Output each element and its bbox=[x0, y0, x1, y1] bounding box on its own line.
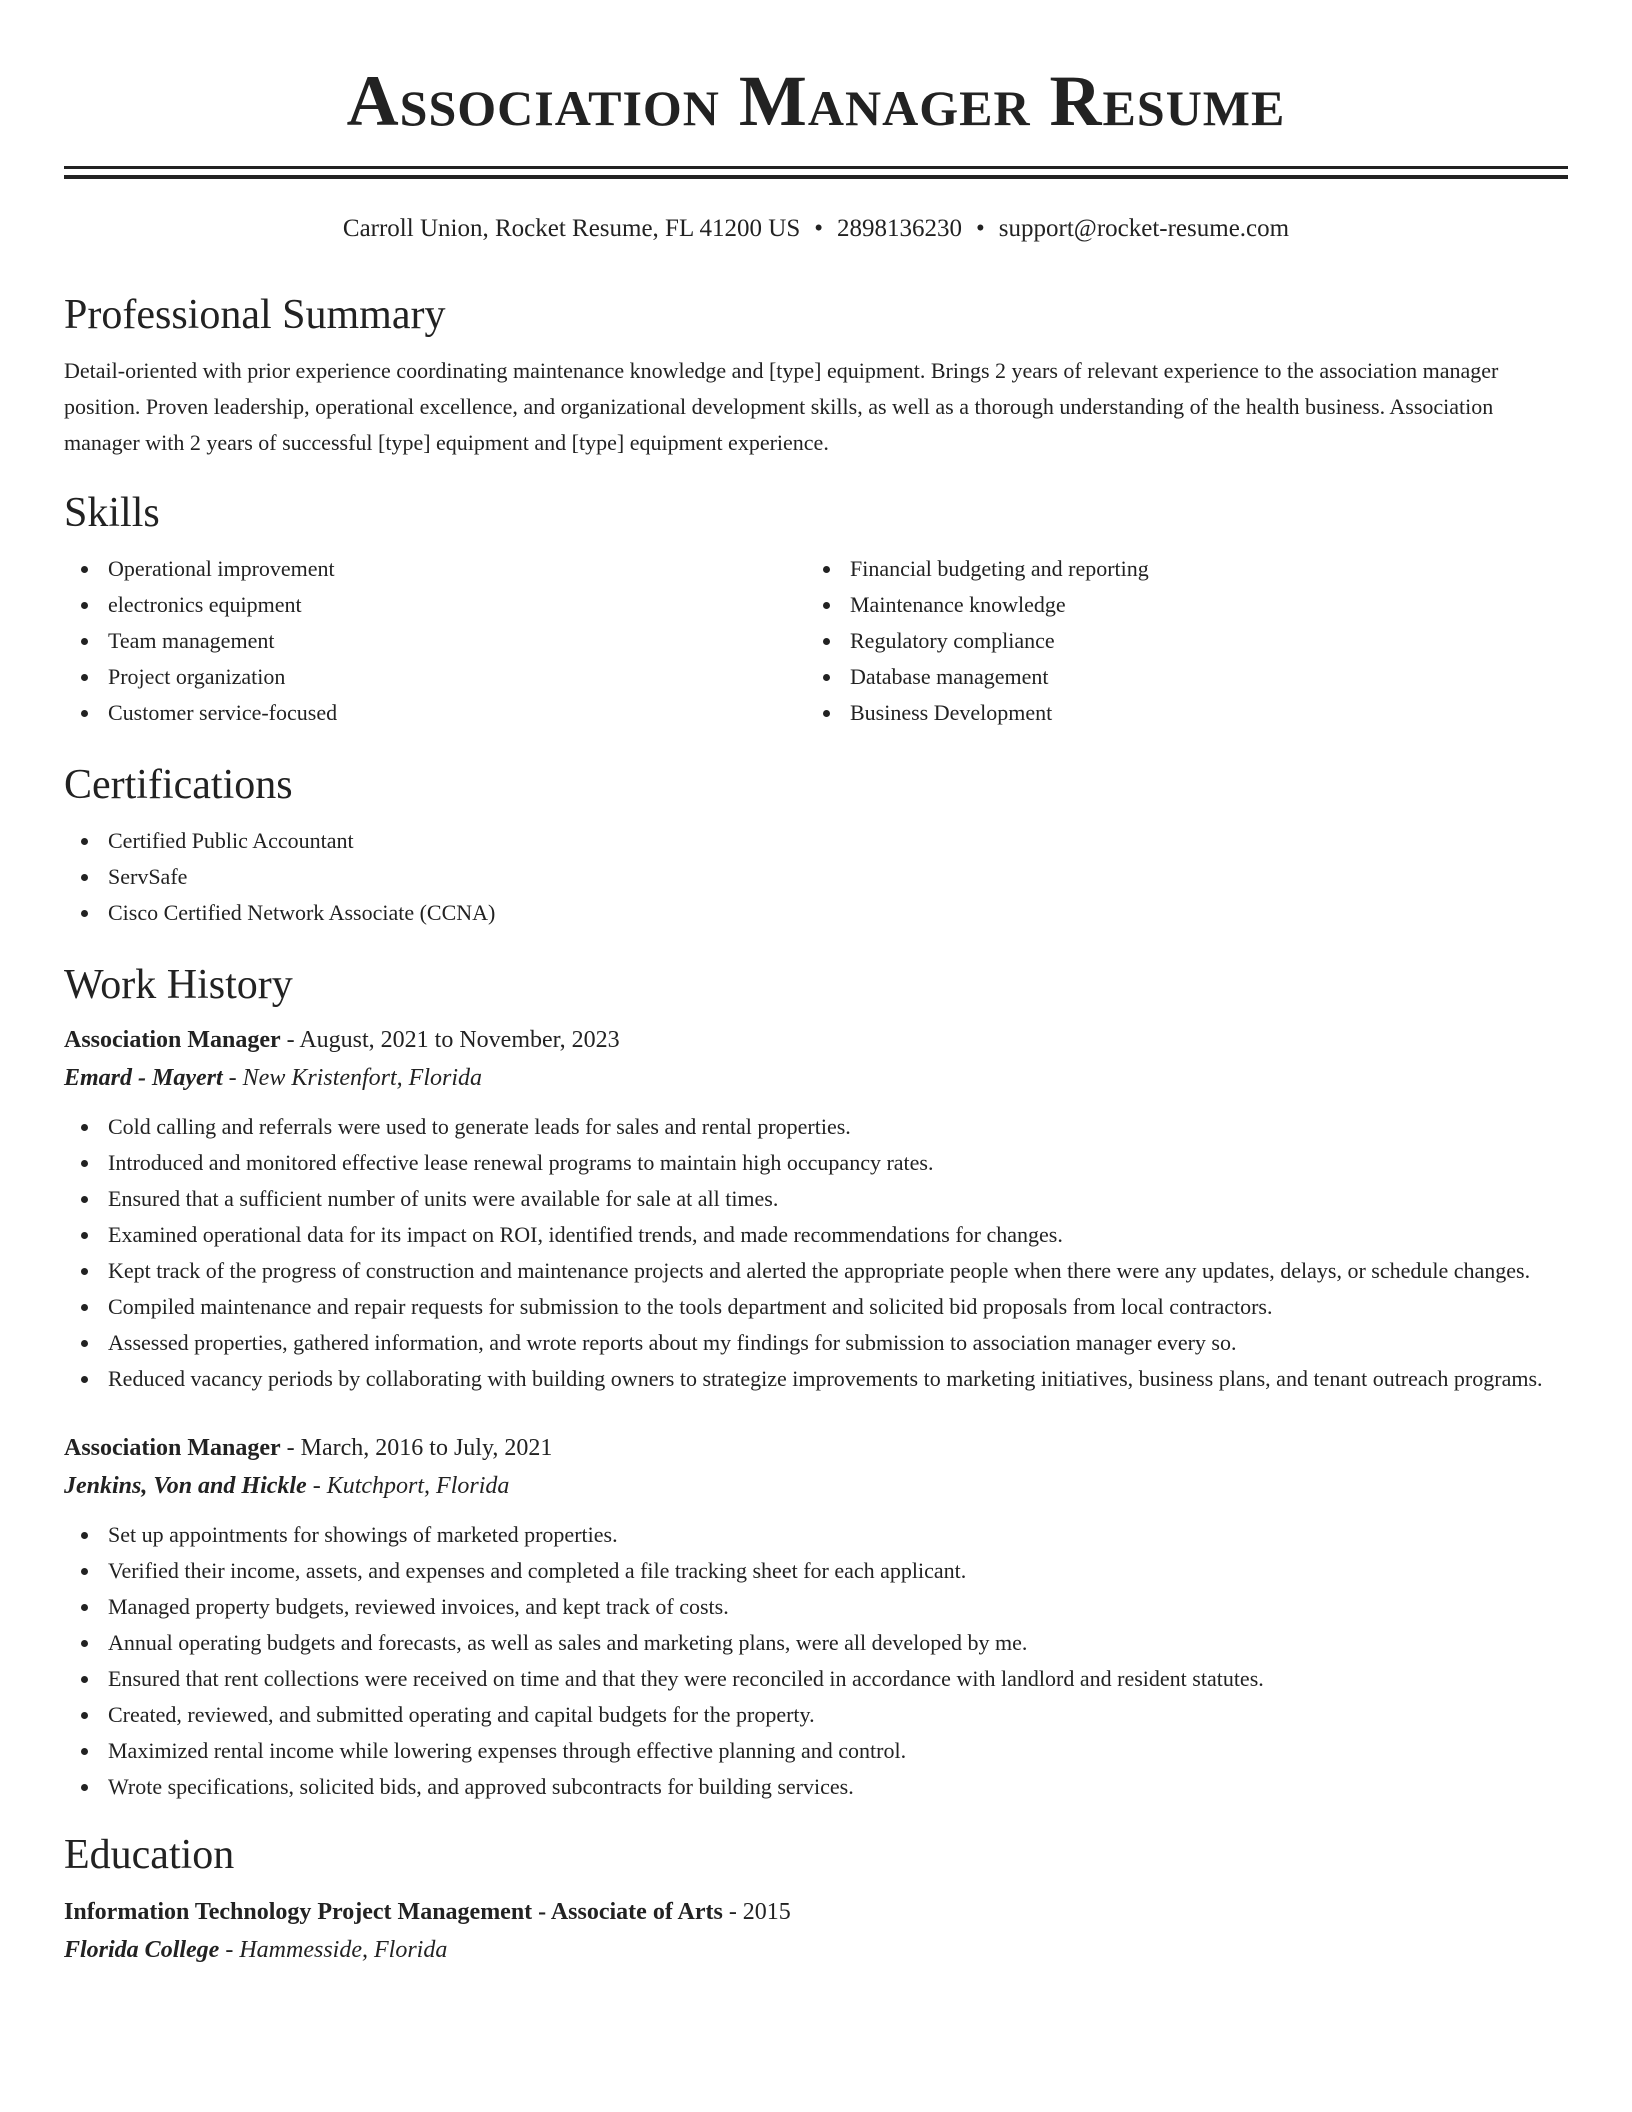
work-history-heading: Work History bbox=[64, 962, 293, 1008]
job-company: Jenkins, Von and Hickle bbox=[64, 1473, 307, 1499]
skill-item: Financial budgeting and reporting bbox=[806, 551, 1548, 587]
job-company-line bbox=[64, 1467, 1568, 1505]
job-bullet: Managed property budgets, reviewed invoices, and kept track of costs. bbox=[64, 1589, 1568, 1625]
job-bullets bbox=[64, 1109, 1568, 1397]
certifications-list bbox=[64, 823, 1568, 931]
certification-item: Cisco Certified Network Associate (CCNA) bbox=[64, 895, 1568, 931]
job-bullet: Kept track of the progress of construction and maintenance projects and alerted the appropriate people when there were any updates, delays, or schedule changes. bbox=[64, 1253, 1568, 1289]
skill-item: Project organization bbox=[64, 659, 806, 695]
job-entry bbox=[64, 1021, 1568, 1397]
job-bullets bbox=[64, 1517, 1568, 1805]
job-title-line bbox=[64, 1429, 1568, 1467]
job-bullet: Compiled maintenance and repair requests for submission to the tools department and solicited bid proposals from local contractors. bbox=[64, 1289, 1568, 1325]
job-entry bbox=[64, 1429, 1568, 1805]
contact-address: Carroll Union, Rocket Resume, FL 41200 US bbox=[342, 215, 801, 242]
job-company-line bbox=[64, 1059, 1568, 1097]
education-school-line bbox=[64, 1931, 1568, 1969]
job-bullet: Reduced vacancy periods by collaborating with building owners to strategize improvements to marketing initiatives, business plans, and tenant outreach programs. bbox=[64, 1361, 1568, 1397]
job-title-line bbox=[64, 1021, 1568, 1059]
skill-item: Regulatory compliance bbox=[806, 623, 1548, 659]
job-location: - New Kristenfort, Florida bbox=[222, 1065, 483, 1091]
skill-item: Operational improvement bbox=[64, 551, 806, 587]
title-divider-thin bbox=[64, 166, 1568, 169]
job-bullet: Ensured that a sufficient number of units were available for sale at all times. bbox=[64, 1181, 1568, 1217]
title-divider-thick bbox=[64, 175, 1568, 179]
job-bullet: Verified their income, assets, and expenses and completed a file tracking sheet for each applicant. bbox=[64, 1553, 1568, 1589]
education-degree: Information Technology Project Management - Associate of Arts bbox=[64, 1899, 723, 1925]
skills-section bbox=[64, 487, 1568, 731]
contact-email[interactable]: support@rocket-resume.com bbox=[998, 215, 1290, 242]
job-dates: - March, 2016 to July, 2021 bbox=[280, 1435, 553, 1461]
job-bullet: Maximized rental income while lowering expenses through effective planning and control. bbox=[64, 1733, 1568, 1769]
contact-separator: • bbox=[976, 215, 985, 242]
job-bullet: Set up appointments for showings of marketed properties. bbox=[64, 1517, 1568, 1553]
skills-right-list bbox=[806, 551, 1548, 731]
summary-heading: Professional Summary bbox=[64, 292, 446, 338]
education-location: - Hammesside, Florida bbox=[219, 1937, 448, 1963]
job-bullet: Annual operating budgets and forecasts, as well as sales and marketing plans, were all developed by me. bbox=[64, 1625, 1568, 1661]
skill-item: electronics equipment bbox=[64, 587, 806, 623]
skills-left-list bbox=[64, 551, 806, 731]
contact-line bbox=[64, 213, 1568, 245]
skill-item: Maintenance knowledge bbox=[806, 587, 1548, 623]
contact-phone: 2898136230 bbox=[837, 215, 963, 242]
education-degree-line bbox=[64, 1893, 1568, 1931]
job-bullet: Assessed properties, gathered information, and wrote reports about my findings for submission to association manager every so. bbox=[64, 1325, 1568, 1361]
job-location: - Kutchport, Florida bbox=[306, 1473, 510, 1499]
job-title: Association Manager bbox=[64, 1435, 281, 1461]
education-heading: Education bbox=[64, 1832, 235, 1878]
certification-item: ServSafe bbox=[64, 859, 1568, 895]
education-section bbox=[64, 1829, 1568, 1969]
job-company: Emard - Mayert bbox=[64, 1065, 223, 1091]
summary-text: Detail-oriented with prior experience coordinating maintenance knowledge and [type] equipment. Brings 2 years of relevant experience to the association manager position. Proven leadership, operational excellence, and organizational development skills, as well as a thorough understanding of the health business. Association manager with 2 years of successful [type] equipment and [type] equipment experience. bbox=[64, 358, 1499, 455]
summary-section bbox=[64, 289, 1568, 461]
skill-item: Database management bbox=[806, 659, 1548, 695]
skill-item: Customer service-focused bbox=[64, 695, 806, 731]
certifications-heading: Certifications bbox=[64, 762, 293, 808]
job-bullet: Introduced and monitored effective lease renewal programs to maintain high occupancy rates. bbox=[64, 1145, 1568, 1181]
job-bullet: Wrote specifications, solicited bids, and approved subcontracts for building services. bbox=[64, 1769, 1568, 1805]
skill-item: Team management bbox=[64, 623, 806, 659]
certification-item: Certified Public Accountant bbox=[64, 823, 1568, 859]
certifications-section bbox=[64, 759, 1568, 931]
work-history-section bbox=[64, 959, 1568, 1805]
job-bullet: Cold calling and referrals were used to generate leads for sales and rental properties. bbox=[64, 1109, 1568, 1145]
contact-separator: • bbox=[814, 215, 824, 242]
job-title: Association Manager bbox=[64, 1027, 281, 1053]
job-dates: - August, 2021 to November, 2023 bbox=[280, 1027, 620, 1053]
education-school: Florida College bbox=[64, 1937, 220, 1963]
resume-title: Association Manager Resume bbox=[346, 61, 1286, 141]
education-year: - 2015 bbox=[722, 1899, 791, 1925]
job-bullet: Examined operational data for its impact on ROI, identified trends, and made recommendations for changes. bbox=[64, 1217, 1568, 1253]
job-bullet: Ensured that rent collections were received on time and that they were reconciled in accordance with landlord and resident statutes. bbox=[64, 1661, 1568, 1697]
skills-grid bbox=[64, 551, 1568, 731]
resume-page bbox=[64, 0, 1568, 1969]
job-bullet: Created, reviewed, and submitted operating and capital budgets for the property. bbox=[64, 1697, 1568, 1733]
skills-heading: Skills bbox=[64, 490, 160, 536]
skill-item: Business Development bbox=[806, 695, 1548, 731]
